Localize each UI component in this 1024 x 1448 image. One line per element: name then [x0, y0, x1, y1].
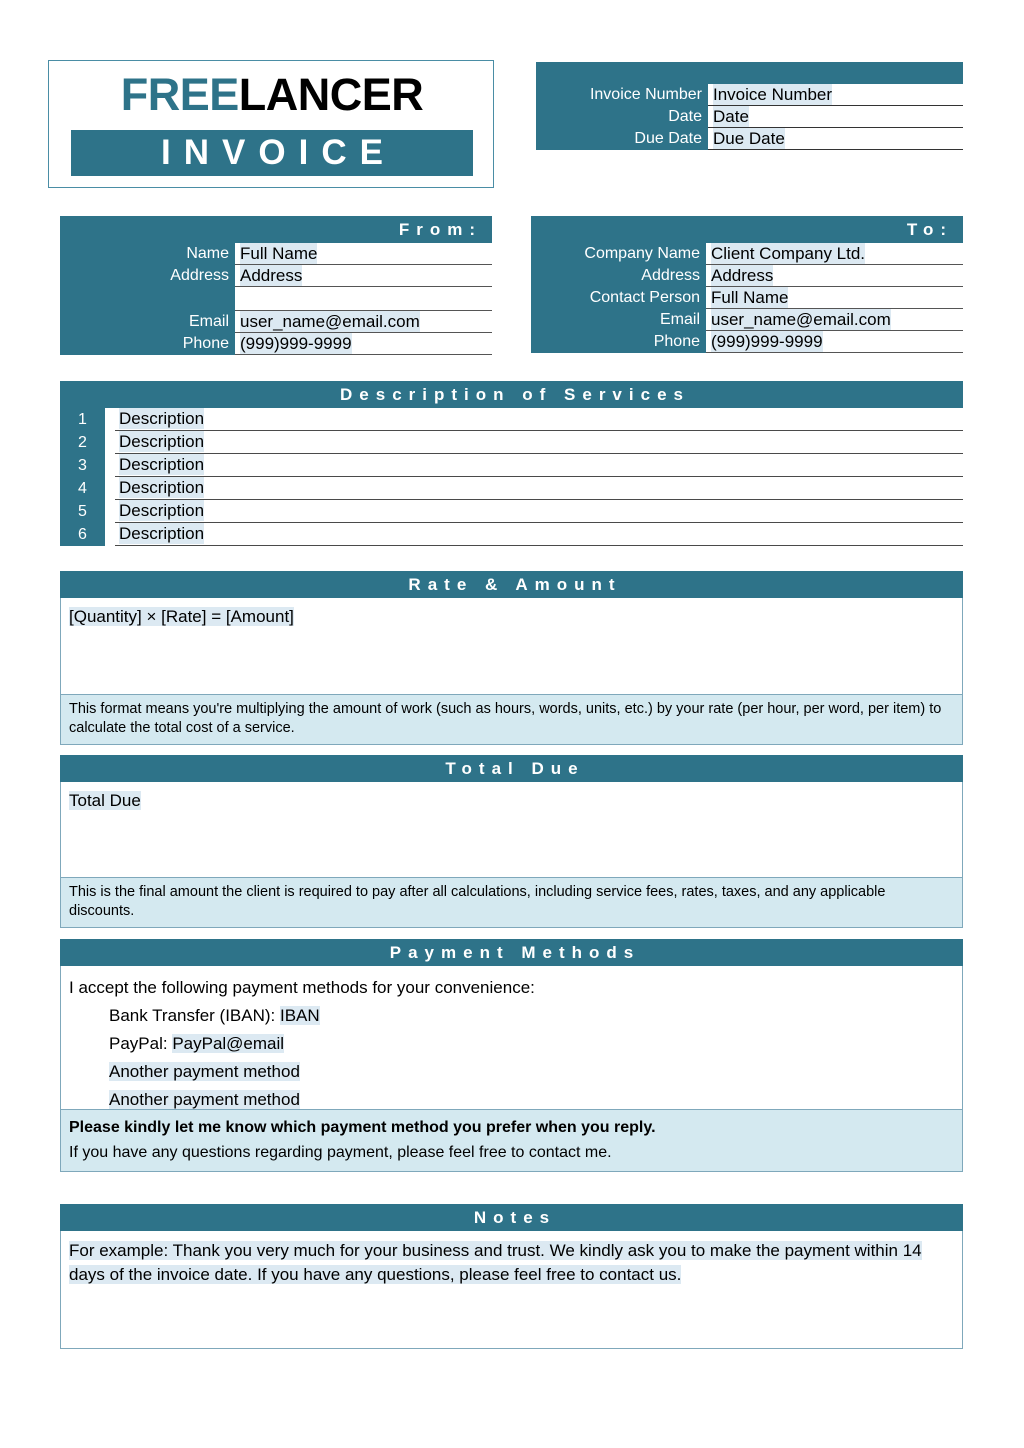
due-date-value: Due Date	[713, 129, 785, 148]
total-due-section-title: Total Due	[60, 755, 963, 782]
meta-label-due-date: Due Date	[536, 128, 708, 150]
to-contact-person-value: Full Name	[711, 288, 789, 307]
date-value: Date	[713, 107, 749, 126]
notes-section	[60, 1204, 963, 1349]
to-phone-field[interactable]	[706, 331, 963, 353]
rate-explanation-note: This format means you're multiplying the amount of work (such as hours, words, units, etc.) by your rate (per hour, per word, per item) to calculate the total cost of a service.	[60, 695, 963, 745]
invoice-number-value: Invoice Number	[713, 85, 833, 104]
to-email-field[interactable]	[706, 309, 963, 331]
to-row-email	[531, 309, 963, 331]
total-due-explanation-note: This is the final amount the client is required to pay after all calculations, including service fees, rates, taxes, and any applicable discounts.	[60, 878, 963, 928]
rate-and-amount-section	[60, 571, 963, 745]
from-address-value: Address	[240, 266, 303, 285]
description-field-1[interactable]	[115, 408, 963, 431]
payment-other-value-2: Another payment method	[109, 1090, 300, 1109]
notes-text-value: For example: Thank you very much for your business and trust. We kindly ask you to make the payment within 14 days of the invoice date. If you have any questions, please feel free to contact us.	[69, 1241, 922, 1284]
from-label-blank	[60, 287, 235, 311]
from-address-line2-field[interactable]	[235, 287, 492, 311]
rate-formula-text: [Quantity] × [Rate] = [Amount]	[69, 607, 294, 626]
description-row-number: 2	[60, 431, 105, 454]
logo-free-text: FREE	[120, 69, 239, 120]
description-row-number: 3	[60, 454, 105, 477]
payment-bank-label: Bank Transfer (IBAN):	[109, 1006, 280, 1025]
description-field-4[interactable]	[115, 477, 963, 500]
payment-other-line-1	[69, 1058, 956, 1086]
from-row-address-line2	[60, 287, 492, 311]
to-row-company	[531, 243, 963, 265]
description-value-2: Description	[119, 432, 205, 451]
description-row	[60, 477, 963, 500]
rate-formula-line	[69, 606, 956, 628]
from-label-address: Address	[60, 265, 235, 287]
total-due-field[interactable]	[60, 782, 963, 878]
meta-label-date: Date	[536, 106, 708, 128]
to-phone-value: (999)999-9999	[711, 332, 823, 351]
payment-footer-normal-line: If you have any questions regarding payment, please feel free to contact me.	[69, 1144, 612, 1161]
description-row-gap	[105, 500, 115, 523]
payment-intro-line: I accept the following payment methods for your convenience:	[69, 978, 535, 997]
payment-paypal-line	[69, 1030, 956, 1058]
meta-row-due-date	[536, 128, 963, 150]
to-row-address	[531, 265, 963, 287]
description-row-number: 1	[60, 408, 105, 431]
description-value-4: Description	[119, 478, 205, 497]
description-row	[60, 454, 963, 477]
payment-bank-value: IBAN	[280, 1006, 320, 1025]
from-row-phone	[60, 333, 492, 355]
description-value-6: Description	[119, 524, 205, 543]
total-due-line	[69, 790, 956, 812]
from-label-name: Name	[60, 243, 235, 265]
rate-section-title: Rate & Amount	[60, 571, 963, 598]
description-row	[60, 500, 963, 523]
from-name-value: Full Name	[240, 244, 318, 263]
from-row-email	[60, 311, 492, 333]
description-field-5[interactable]	[115, 500, 963, 523]
from-row-address	[60, 265, 492, 287]
logo-invoice-bar: INVOICE	[71, 130, 473, 176]
payment-methods-body[interactable]	[60, 966, 963, 1110]
payment-paypal-label: PayPal:	[109, 1034, 173, 1053]
from-email-value: user_name@email.com	[240, 312, 420, 331]
due-date-field[interactable]	[708, 128, 963, 150]
logo-lancer-text: LANCER	[238, 69, 424, 120]
description-of-services-section	[60, 381, 963, 546]
date-field[interactable]	[708, 106, 963, 128]
to-label-contact-person: Contact Person	[531, 287, 706, 309]
description-value-1: Description	[119, 409, 205, 428]
description-row-gap	[105, 477, 115, 500]
logo-wordmark	[49, 67, 495, 123]
to-label-email: Email	[531, 309, 706, 331]
payment-methods-section	[60, 939, 963, 1172]
from-email-field[interactable]	[235, 311, 492, 333]
to-row-phone	[531, 331, 963, 353]
description-field-2[interactable]	[115, 431, 963, 454]
meta-row-invoice-number	[536, 84, 963, 106]
notes-text-line	[69, 1239, 956, 1287]
to-company-value: Client Company Ltd.	[711, 244, 866, 263]
to-label-address: Address	[531, 265, 706, 287]
from-label-phone: Phone	[60, 333, 235, 355]
total-due-section	[60, 755, 963, 928]
to-label-company: Company Name	[531, 243, 706, 265]
meta-row-date	[536, 106, 963, 128]
description-row	[60, 408, 963, 431]
meta-top-bar	[536, 62, 963, 84]
description-row-number: 6	[60, 523, 105, 546]
from-phone-value: (999)999-9999	[240, 334, 352, 353]
payment-other-value-1: Another payment method	[109, 1062, 300, 1081]
to-email-value: user_name@email.com	[711, 310, 891, 329]
description-value-5: Description	[119, 501, 205, 520]
description-value-3: Description	[119, 455, 205, 474]
description-row	[60, 431, 963, 454]
payment-footer-note	[60, 1110, 963, 1172]
from-label-email: Email	[60, 311, 235, 333]
description-row-number: 4	[60, 477, 105, 500]
to-row-contact-person	[531, 287, 963, 309]
to-section-title: To:	[531, 216, 963, 243]
description-row-gap	[105, 408, 115, 431]
to-contact-person-field[interactable]	[706, 287, 963, 309]
total-due-value: Total Due	[69, 791, 141, 810]
to-address-value: Address	[711, 266, 774, 285]
from-name-field[interactable]	[235, 243, 492, 265]
payment-bank-line	[69, 1002, 956, 1030]
to-address-field[interactable]	[706, 265, 963, 287]
description-row-gap	[105, 523, 115, 546]
from-row-name	[60, 243, 492, 265]
description-row-gap	[105, 431, 115, 454]
meta-label-invoice-number: Invoice Number	[536, 84, 708, 106]
description-field-3[interactable]	[115, 454, 963, 477]
logo-box	[48, 60, 494, 188]
from-section-title: From:	[60, 216, 492, 243]
rate-amount-field[interactable]	[60, 598, 963, 695]
invoice-meta-block	[536, 62, 963, 150]
notes-section-title: Notes	[60, 1204, 963, 1231]
from-phone-field[interactable]	[235, 333, 492, 355]
notes-field[interactable]	[60, 1231, 963, 1349]
description-field-6[interactable]	[115, 523, 963, 546]
payment-footer-bold-line: Please kindly let me know which payment method you prefer when you reply.	[69, 1119, 656, 1136]
from-address-field[interactable]	[235, 265, 492, 287]
from-section	[60, 216, 492, 355]
description-section-title: Description of Services	[60, 381, 963, 408]
to-company-field[interactable]	[706, 243, 963, 265]
to-label-phone: Phone	[531, 331, 706, 353]
description-row-number: 5	[60, 500, 105, 523]
description-row	[60, 523, 963, 546]
payment-paypal-value: PayPal@email	[172, 1034, 285, 1053]
to-section	[531, 216, 963, 353]
payment-methods-section-title: Payment Methods	[60, 939, 963, 966]
description-row-gap	[105, 454, 115, 477]
invoice-number-field[interactable]	[708, 84, 963, 106]
